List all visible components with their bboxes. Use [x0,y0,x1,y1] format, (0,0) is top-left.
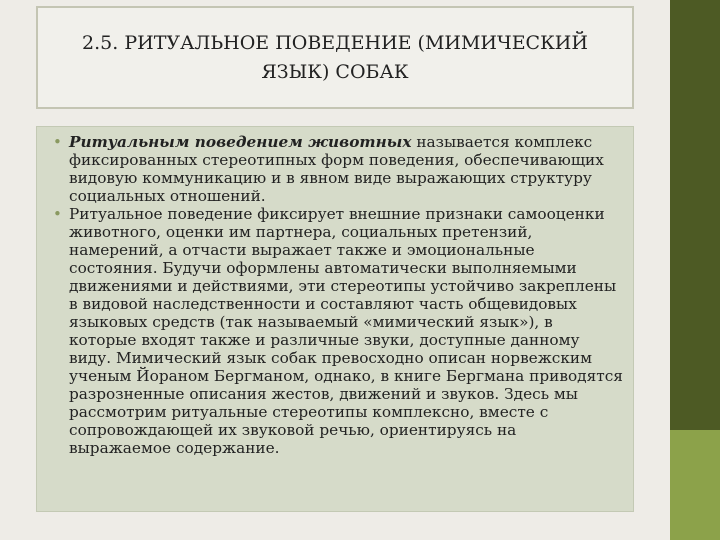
title-box [36,6,634,109]
bullet-icon: • [53,205,62,223]
bullet-icon: • [53,133,62,151]
slide-title: 2.5. РИТУАЛЬНОЕ ПОВЕДЕНИЕ (МИМИЧЕСКИЙ ЯЗЫК) СОБАК [82,31,588,83]
bullet-item [53,205,623,457]
bullet-item [53,133,623,205]
content-box [36,126,634,512]
bullet-text: называется комплекс фиксированных стереотипных форм поведения, обеспечивающих видовую коммуникацию и в явном виде выражающих структуру социальных отношений. [69,133,604,205]
bullet-emphasis: Ритуальным поведением животных [69,133,412,151]
bullet-text: Ритуальное поведение фиксирует внешние признаки самооценки животного, оценки им партнера, социальных претензий, намерений, а отчасти выражает также и эмоциональные состояния. Будучи оформлены автоматически выполняемыми движениями и действиями, эти стереотипы устойчиво закреплены в видовой наследственности и составляют часть общевидовых языковых средств (так называемый «мимический язык»), в которые входят также и различные звуки, доступные данному виду. Мимический язык собак превосходно описан норвежским ученым Йораном Бергманом, однако, в книге Бергмана приводятся разрозненные описания жестов, движений и звуков. Здесь мы рассмотрим ритуальные стереотипы комплексно, вместе с сопровождающей их звуковой речью, ориентируясь на выражаемое содержание. [69,205,623,457]
decorative-accent-block [670,430,720,540]
